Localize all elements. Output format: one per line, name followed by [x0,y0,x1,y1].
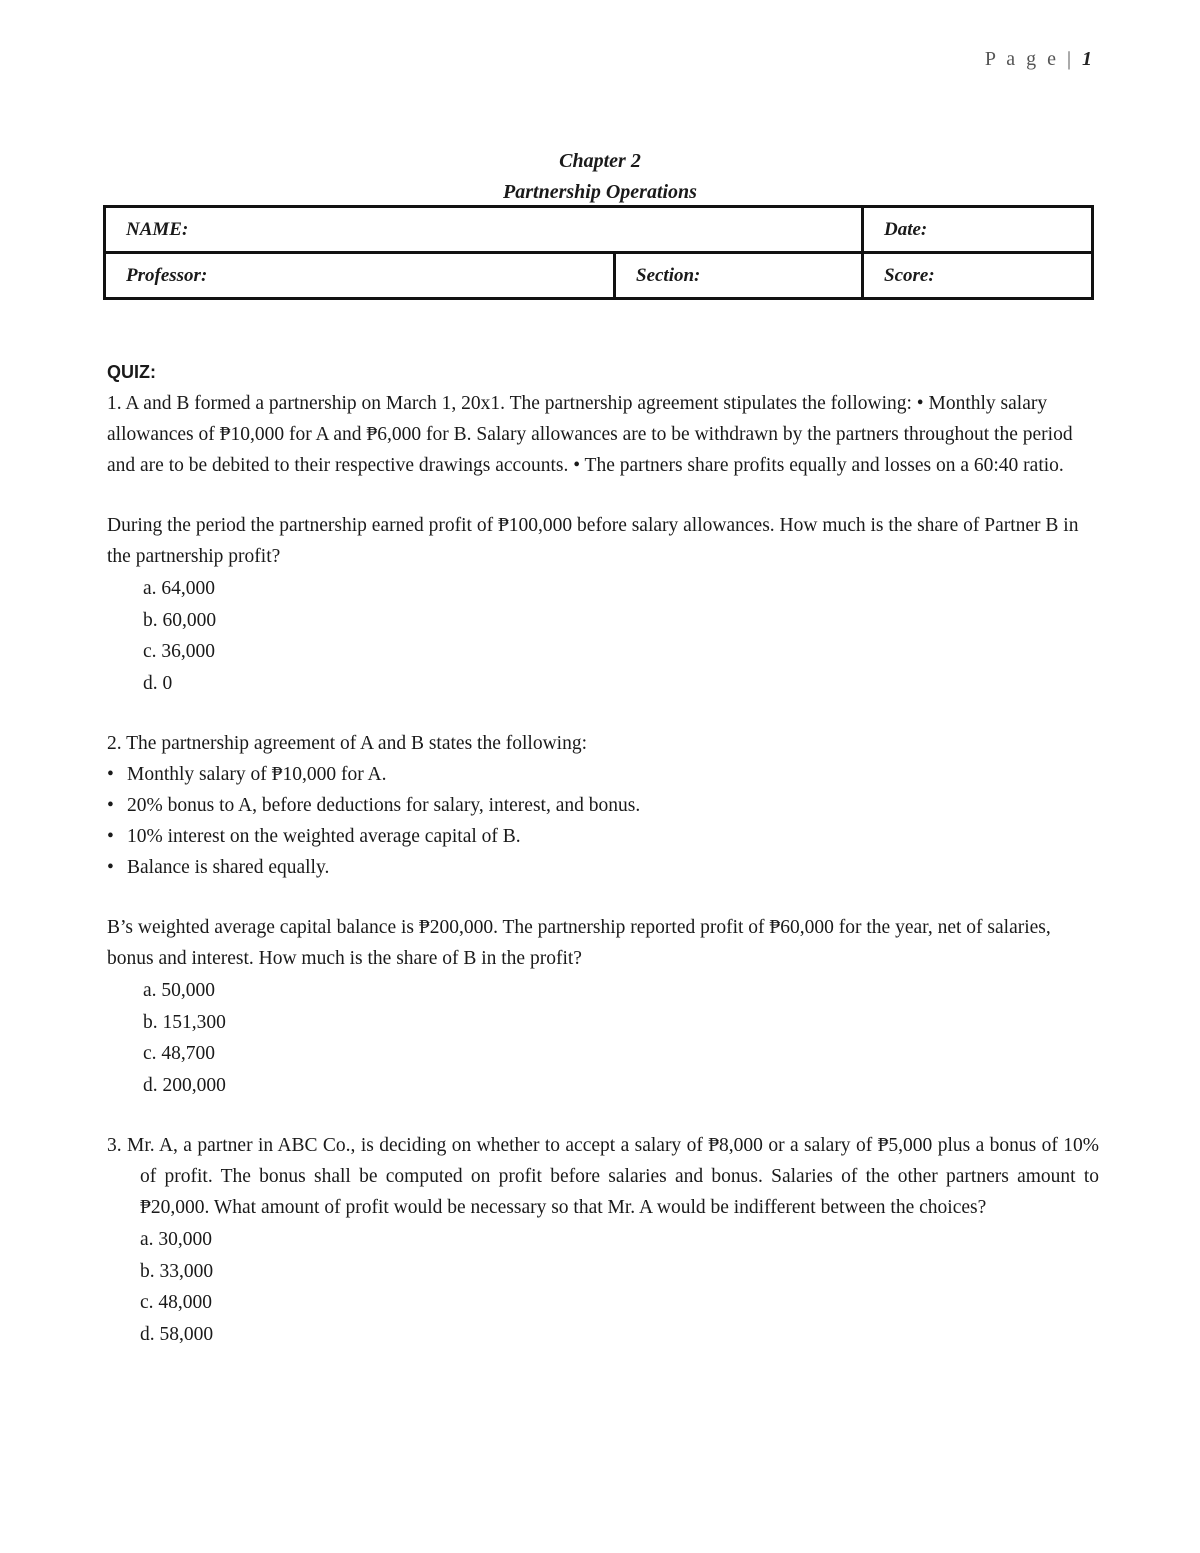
section-field[interactable]: Section: [615,253,863,299]
choice-item[interactable]: d. 0 [143,672,173,694]
choice-item[interactable]: c. 48,000 [140,1292,213,1313]
question-2-bullets [107,759,1099,883]
question-2-text: 2. The partnership agreement of A and B states the following: [107,733,587,754]
choice-item[interactable]: d. 200,000 [143,1074,226,1096]
question-3 [107,1130,1099,1350]
date-field[interactable]: Date: [863,207,1093,253]
question-2-choices [107,975,1099,1101]
choice-item[interactable]: a. 30,000 [140,1229,213,1250]
quiz-label: QUIZ: [107,362,156,382]
question-1-choices [107,573,1099,699]
name-field[interactable]: NAME: [105,207,863,253]
question-1-question: During the period the partnership earned profit of ₱100,000 before salary allowances. How much is the share of Partner B in the partnership profit? [107,515,1079,567]
choice-item[interactable]: b. 151,300 [143,1011,226,1033]
chapter-subtitle: Partnership Operations [503,181,697,203]
question-3-choices [140,1224,1099,1350]
choice-item[interactable]: d. 58,000 [140,1323,214,1345]
page-label: P a g e | [984,48,1074,70]
choice-item[interactable]: a. 50,000 [143,980,216,1001]
title-block [0,146,1200,208]
bullet-item: • 20% bonus to A, before deductions for salary, interest, and bonus. [107,790,1099,821]
bullet-item: • 10% interest on the weighted average capital of B. [107,821,1099,852]
bullet-item: • Balance is shared equally. [107,852,1099,883]
choice-item[interactable]: c. 48,700 [143,1043,216,1064]
quiz-content [107,357,1099,1350]
bullet-icon: • [107,795,114,816]
choice-item[interactable]: b. 60,000 [143,609,217,631]
professor-field[interactable]: Professor: [105,253,615,299]
bullet-item: • Monthly salary of ₱10,000 for A. [107,759,1099,790]
bullet-icon: • [107,826,114,847]
page-number: 1 [1082,48,1092,70]
bullet-icon: • [107,857,114,878]
question-3-text: 3. Mr. A, a partner in ABC Co., is deciding on whether to accept a salary of ₱8,000 or a salary of ₱5,000 plus a bonus of 10% of profit. The bonus shall be computed on profit before salaries and bonus. Salaries of the other partners amount to ₱20,000. What amount of profit would be necessary so that Mr. A would be indifferent between the choices? [107,1135,1099,1218]
student-info-table [103,205,1094,300]
page-header [985,44,1092,75]
chapter-title: Chapter 2 [559,150,641,172]
question-2-question: B’s weighted average capital balance is ₱200,000. The partnership reported profit of ₱60,000 for the year, net of salaries, bonus and interest. How much is the share of B in the profit? [107,917,1051,969]
choice-item[interactable]: b. 33,000 [140,1260,214,1282]
score-field[interactable]: Score: [863,253,1093,299]
bullet-icon: • [107,764,114,785]
choice-item[interactable]: a. 64,000 [143,578,216,599]
question-1-text: 1. A and B formed a partnership on March 1, 20x1. The partnership agreement stipulates the following: • Monthly salary allowances of ₱10,000 for A and ₱6,000 for B. Salary allowances are to be withdrawn by the partners throughout the period and are to be debited to their respective drawings accounts. • The partners share profits equally and losses on a 60:40 ratio. [107,393,1073,476]
choice-item[interactable]: c. 36,000 [143,641,216,662]
